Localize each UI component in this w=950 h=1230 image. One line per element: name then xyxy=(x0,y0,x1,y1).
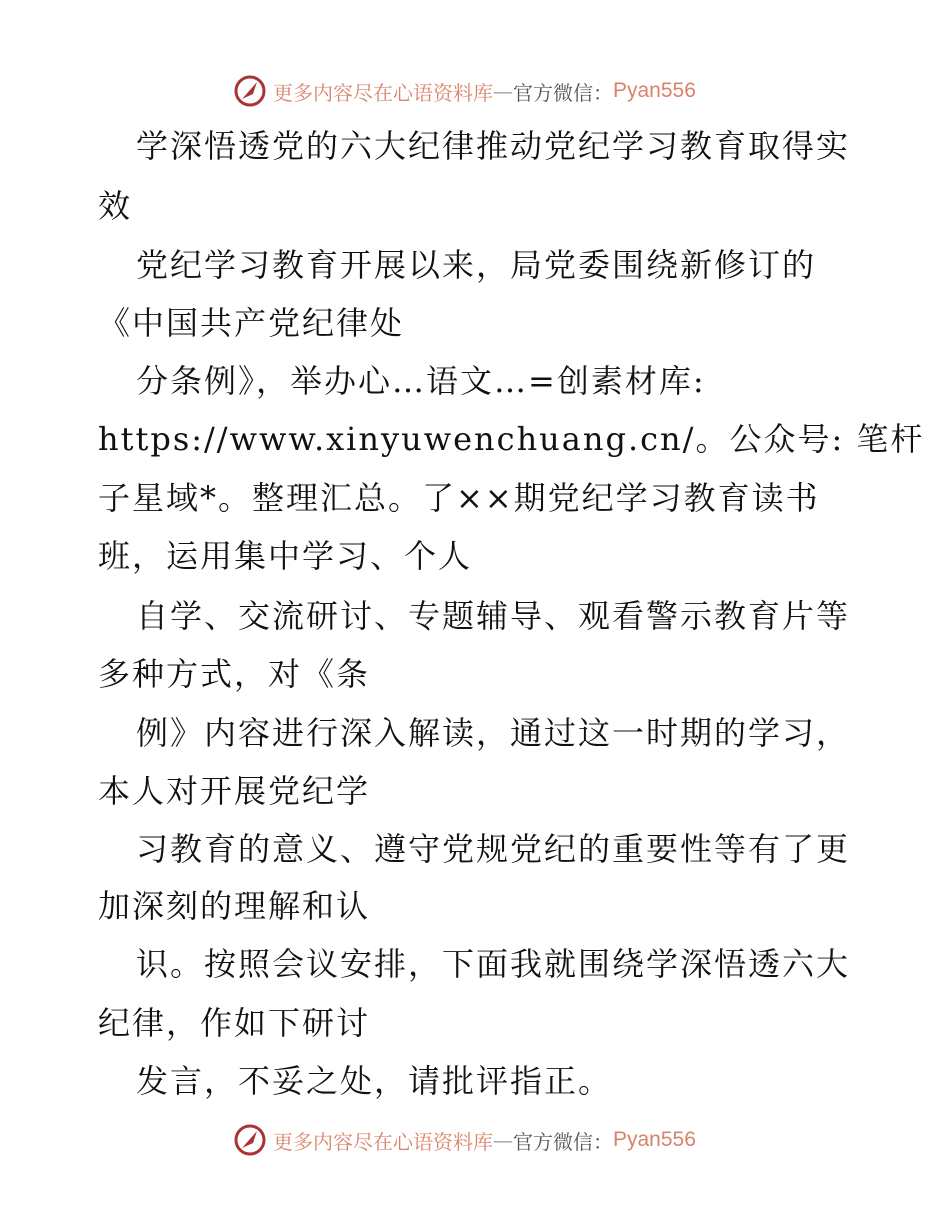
text-line: 学深悟透党的六大纪律推动党纪学习教育取得实 xyxy=(136,127,851,165)
text-line: 纪律，作如下研讨 xyxy=(98,1004,371,1042)
text-line: 子星域*。整理汇总。了××期党纪学习教育读书 xyxy=(98,479,820,517)
banner-wechat-label: 官方微信： xyxy=(513,80,613,105)
banner-dash: — xyxy=(493,1128,513,1152)
banner-dash: — xyxy=(493,79,513,103)
text-line: https://www.xinyuwenchuang.cn/。公众号: 笔杆 xyxy=(98,420,925,458)
text-line: 加深刻的理解和认 xyxy=(98,887,371,925)
text-line: 党纪学习教育开展以来，局党委围绕新修订的 xyxy=(136,246,817,284)
text-line: 例》内容进行深入解读，通过这一时期的学习， xyxy=(136,714,851,752)
banner-site-text: 更多内容尽在心语资料库 xyxy=(273,1129,493,1154)
text-line: 本人对开展党纪学 xyxy=(98,772,371,810)
quill-logo-icon xyxy=(233,1123,267,1157)
banner-wechat-label: 官方微信： xyxy=(513,1129,613,1154)
quill-logo-icon xyxy=(233,74,267,108)
footer-watermark-banner xyxy=(233,1120,696,1160)
text-line: 班，运用集中学习、个人 xyxy=(98,537,473,575)
text-line: 分条例》，举办心…语文…=创素材库: xyxy=(136,362,706,400)
text-line: 多种方式，对《条 xyxy=(98,655,371,693)
banner-site-text: 更多内容尽在心语资料库 xyxy=(273,80,493,105)
banner-wechat-id: Pyan556 xyxy=(613,79,696,102)
header-watermark-banner xyxy=(233,71,696,111)
text-line: 识。按照会议安排，下面我就围绕学深悟透六大 xyxy=(136,945,851,983)
text-line: 自学、交流研讨、专题辅导、观看警示教育片等 xyxy=(136,597,851,635)
text-line: 《中国共产党纪律处 xyxy=(98,304,405,342)
text-line: 习教育的意义、遵守党规党纪的重要性等有了更 xyxy=(136,830,851,868)
banner-wechat-id: Pyan556 xyxy=(613,1128,696,1151)
text-line: 效 xyxy=(98,187,133,225)
text-line: 发言，不妥之处，请批评指正。 xyxy=(136,1062,613,1100)
